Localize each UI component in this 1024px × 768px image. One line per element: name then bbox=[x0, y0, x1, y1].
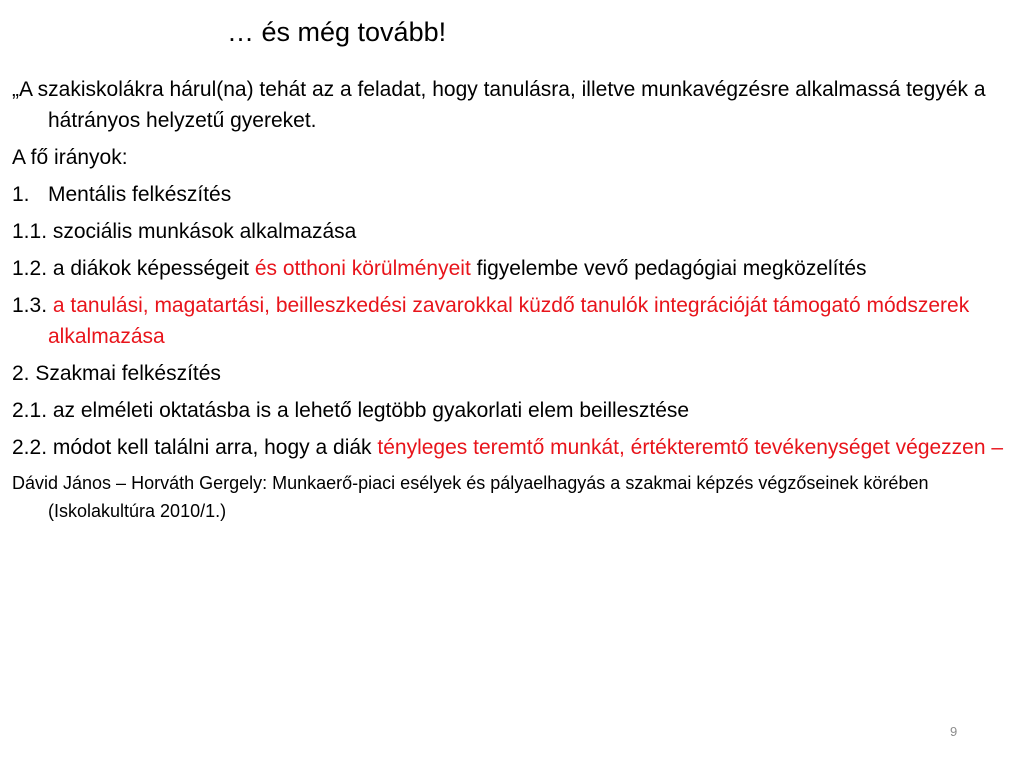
intro-paragraph: „A szakiskolákra hárul(na) tehát az a feladat, hogy tanulásra, illetve munkavégzésre alkalmassá tegyék a hátrányos helyzetű gyereket. bbox=[12, 78, 986, 132]
item-2-1: 2.1. az elméleti oktatásba is a lehető legtöbb gyakorlati elem beillesztése bbox=[12, 399, 690, 422]
slide-body bbox=[12, 74, 1012, 531]
item-2-2-highlight: tényleges teremtő munkát, értékteremtő tevékenységet végezzen – bbox=[377, 436, 1004, 459]
item-1-2-part-c: figyelembe vevő pedagógiai megközelítés bbox=[470, 257, 867, 280]
item-1-text: Mentális felkészítés bbox=[48, 183, 232, 206]
item-1 bbox=[12, 179, 1012, 210]
item-1-1: 1.1. szociális munkások alkalmazása bbox=[12, 220, 357, 243]
item-1-3 bbox=[12, 290, 1012, 352]
item-2: 2. Szakmai felkészítés bbox=[12, 362, 221, 385]
item-1-2-highlight: és otthoni körülményeit bbox=[254, 257, 471, 280]
item-2-2 bbox=[12, 432, 1012, 463]
item-2-2-part-a: 2.2. módot kell találni arra, hogy a diák bbox=[12, 436, 378, 459]
item-1-2 bbox=[12, 253, 1012, 284]
page-number: 9 bbox=[950, 724, 958, 739]
source-citation: Dávid János – Horváth Gergely: Munkaerő-piaci esélyek és pályaelhagyás a szakmai képzés végzőseinek körében (Iskolakultúra 2010/1.) bbox=[12, 473, 929, 521]
main-directions-heading: A fő irányok: bbox=[12, 146, 128, 169]
slide-title: … és még tovább! bbox=[227, 17, 447, 47]
item-1-2-part-a: 1.2. a diákok képességeit bbox=[12, 257, 255, 280]
item-1-3-part-a: 1.3. bbox=[12, 294, 53, 317]
item-1-3-highlight: a tanulási, magatartási, beilleszkedési zavarokkal küzdő tanulók integrációját támogató módszerek alkalmazása bbox=[48, 294, 970, 348]
item-1-number: 1. bbox=[12, 183, 30, 206]
